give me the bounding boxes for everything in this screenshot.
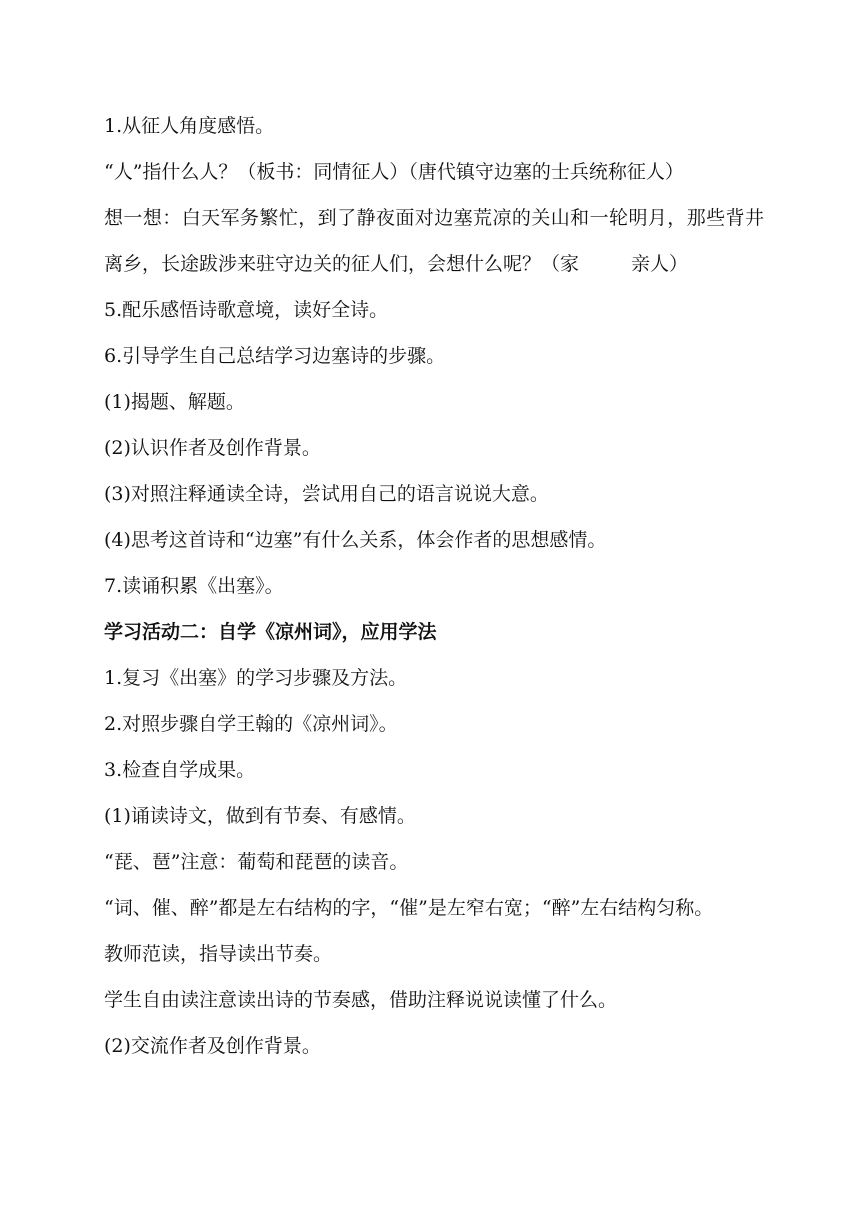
paragraph-4: 5.配乐感悟诗歌意境，读好全诗。: [104, 299, 389, 321]
paragraph-3: [104, 195, 764, 287]
paragraph-10: 7.读诵积累《出塞》。: [104, 575, 284, 597]
document-body: [104, 112, 764, 1078]
paragraph-19: (2)交流作者及创作背景。: [104, 1035, 321, 1057]
paragraph-11: 1.复习《出塞》的学习步骤及方法。: [104, 667, 408, 689]
paragraph-3-tail: 亲人）: [631, 253, 689, 275]
paragraph-5: 6.引导学生自己总结学习边塞诗的步骤。: [104, 345, 446, 367]
paragraph-18: 学生自由读注意读出诗的节奏感，借助注释说说读懂了什么。: [104, 989, 618, 1011]
paragraph-3-text: 想一想：白天军务繁忙，到了静夜面对边塞荒凉的关山和一轮明月，那些背井离乡，长途跋涉来驻守边关的征人们，会想什么呢？（家: [104, 207, 764, 275]
paragraph-6: (1)揭题、解题。: [104, 391, 245, 413]
paragraph-14: (1)诵读诗文，做到有节奏、有感情。: [104, 805, 416, 827]
paragraph-16: “词、催、醉”都是左右结构的字，“催”是左窄右宽；“醉”左右结构匀称。: [104, 897, 714, 919]
section-heading: 学习活动二：自学《凉州词》，应用学法: [104, 621, 437, 643]
paragraph-12: 2.对照步骤自学王翰的《凉州词》。: [104, 713, 398, 735]
paragraph-17: 教师范读，指导读出节奏。: [104, 943, 333, 965]
paragraph-13: 3.检查自学成果。: [104, 759, 256, 781]
paragraph-8: (3)对照注释通读全诗，尝试用自己的语言说说大意。: [104, 483, 549, 505]
paragraph-2: “人”指什么人？（板书：同情征人）（唐代镇守边塞的士兵统称征人）: [104, 161, 684, 183]
paragraph-15: “琵、琶”注意：葡萄和琵琶的读音。: [104, 851, 409, 873]
paragraph-7: (2)认识作者及创作背景。: [104, 437, 321, 459]
paragraph-9: (4)思考这首诗和“边塞”有什么关系，体会作者的思想感情。: [104, 529, 607, 551]
paragraph-1: 1.从征人角度感悟。: [104, 115, 275, 137]
